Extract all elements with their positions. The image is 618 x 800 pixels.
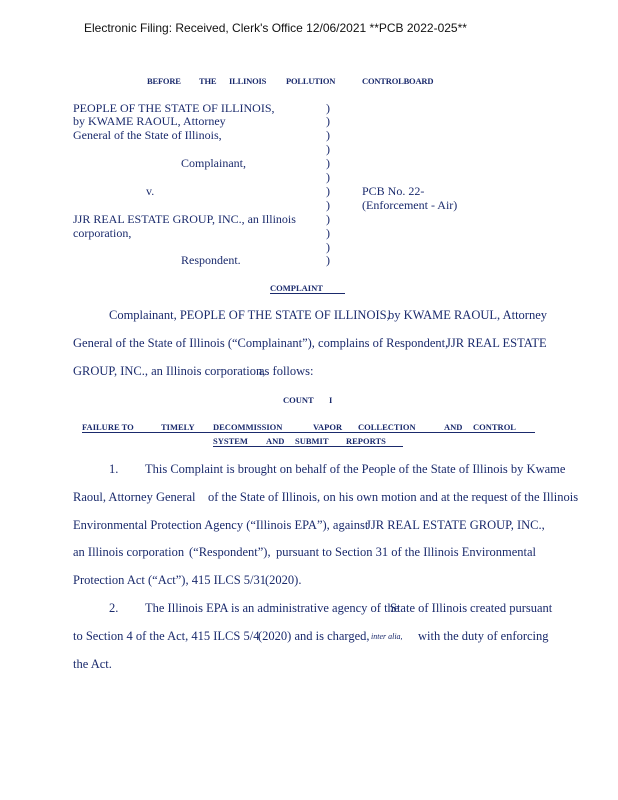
caption-paren: ) [326,114,330,128]
board-heading-illinois: ILLINOIS [229,76,267,86]
caption-paren: ) [326,212,330,226]
caption-paren: ) [326,253,330,267]
count-title-word: FAILURE TO [82,422,134,432]
para1-line3b: JJR REAL ESTATE GROUP, INC., [366,518,545,532]
para1-line5a: Protection Act (“Act”), 415 ILCS 5/31 [73,573,267,587]
count-title-word: VAPOR [313,422,343,432]
intro-line3a: GROUP, INC., an Illinois corporation, [73,364,266,378]
para2-number: 2. [109,601,119,615]
count-title-word: COLLECTION [358,422,416,432]
para1-line4b: (“Respondent”), [189,545,271,559]
caption-paren: ) [326,240,330,254]
complaint-title: COMPLAINT [270,283,345,294]
count-title-word: AND [444,422,463,432]
filing-stamp: Electronic Filing: Received, Clerk's Office 12/06/2021 **PCB 2022-025** [84,21,467,35]
count-title-word: TIMELY [161,422,195,432]
intro-line1b: by KWAME RAOUL, Attorney [388,308,548,322]
count-title-word: REPORTS [346,436,386,446]
count-title-underline [213,446,403,447]
caption-party-line1: PEOPLE OF THE STATE OF ILLINOIS, [73,101,275,115]
caption-paren: ) [326,226,330,240]
para2-line2b: (2020) and is charged, [258,629,370,643]
para2-line1c: created pursuant [470,601,553,615]
para1-line5b: (2020). [265,573,302,587]
para1-number: 1. [109,462,119,476]
intro-line3b: as follows: [259,364,314,378]
caption-respondent: Respondent. [181,253,241,267]
para1-line1: This Complaint is brought on behalf of the People of the State of Illinois by Kwame [145,462,566,476]
caption-party-line2: by KWAME RAOUL, Attorney [73,114,226,128]
caption-paren: ) [326,101,330,115]
intro-line1a: Complainant, PEOPLE OF THE STATE OF ILLINOIS, [109,308,390,322]
intro-line2a: General of the State of Illinois (“Complainant”), complains of Respondent, [73,336,449,350]
para2-line1b: State of Illinois [390,601,468,615]
para2-line2d: with the duty of enforcing [418,629,549,643]
board-heading-controlboard: CONTROLBOARD [362,76,434,86]
caption-paren: ) [326,198,330,212]
count-number: I [329,395,333,405]
para1-line2a: Raoul, Attorney General [73,490,196,504]
caption-paren: ) [326,128,330,142]
caption-paren: ) [326,156,330,170]
count-title-underline [82,432,535,433]
intro-line2b: JJR REAL ESTATE [446,336,547,350]
count-label: COUNT [283,395,314,405]
board-heading-the: THE [199,76,217,86]
para2-line1a: The Illinois EPA is an administrative agency of the [145,601,400,615]
caption-paren: ) [326,142,330,156]
count-title-word: DECOMMISSION [213,422,283,432]
caption-party-line3: General of the State of Illinois, [73,128,222,142]
caption-respondent-line1: JJR REAL ESTATE GROUP, INC., an Illinois [73,212,296,226]
para2-line2c: inter alia, [371,632,403,641]
case-type: (Enforcement - Air) [362,198,458,212]
board-heading-before: BEFORE [147,76,181,86]
count-title-word: CONTROL [473,422,516,432]
count-title-word: SUBMIT [295,436,329,446]
count-title-word: AND [266,436,285,446]
count-title-word: SYSTEM [213,436,248,446]
para2-line2a: to Section 4 of the Act, 415 ILCS 5/4 [73,629,260,643]
para1-line4c: pursuant to Section 31 of the Illinois Environmental [276,545,537,559]
para2-line3: the Act. [73,657,112,671]
caption-paren: ) [326,170,330,184]
para1-line3a: Environmental Protection Agency (“Illinois EPA”), against [73,518,369,532]
caption-versus: v. [146,184,155,198]
caption-paren: ) [326,184,330,198]
para1-line4a: an Illinois corporation [73,545,185,559]
case-number: PCB No. 22- [362,184,425,198]
para1-line2b: of the State of Illinois, on his own motion and at the request of the Illinois [208,490,579,504]
caption-complainant: Complainant, [181,156,246,170]
board-heading-pollution: POLLUTION [286,76,336,86]
caption-respondent-line2: corporation, [73,226,132,240]
